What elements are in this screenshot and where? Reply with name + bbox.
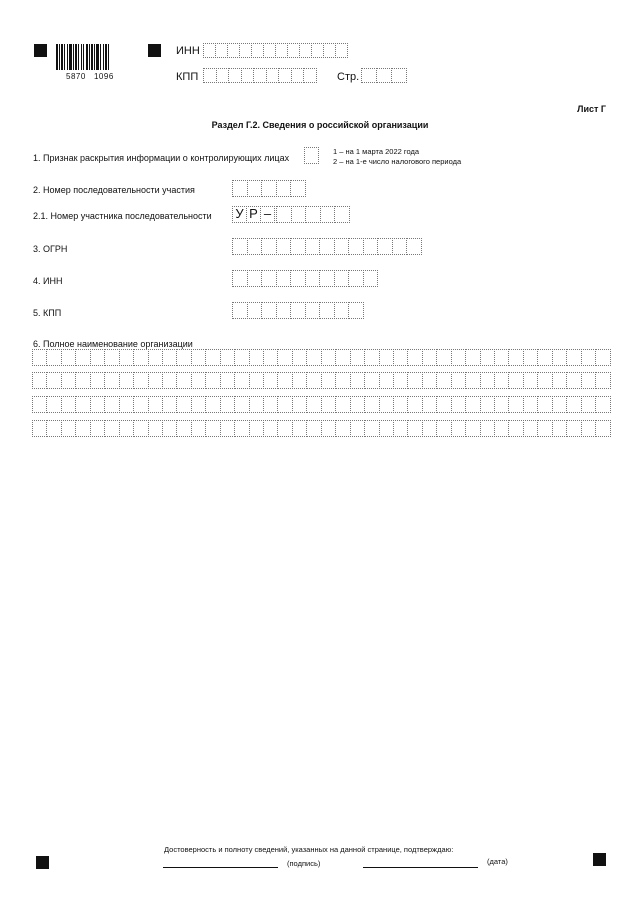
field-3-label: 3. ОГРН bbox=[33, 244, 68, 254]
input-cell[interactable] bbox=[508, 420, 523, 437]
input-cell[interactable] bbox=[537, 420, 552, 437]
input-cell[interactable] bbox=[566, 349, 581, 366]
input-cell[interactable] bbox=[552, 372, 567, 389]
input-cell[interactable] bbox=[407, 396, 422, 413]
barcode-bar bbox=[69, 44, 72, 70]
input-cell[interactable] bbox=[523, 396, 538, 413]
input-cell[interactable] bbox=[104, 349, 119, 366]
input-cell[interactable] bbox=[305, 206, 321, 223]
input-cell[interactable] bbox=[191, 372, 206, 389]
input-cell[interactable] bbox=[205, 420, 220, 437]
input-cell[interactable] bbox=[61, 396, 76, 413]
input-cell[interactable] bbox=[216, 68, 230, 83]
input-cell[interactable] bbox=[119, 396, 134, 413]
input-cell[interactable] bbox=[61, 349, 76, 366]
page-label: Стр. bbox=[337, 71, 360, 83]
input-cell[interactable] bbox=[581, 420, 596, 437]
input-cell[interactable] bbox=[276, 180, 292, 197]
input-cell[interactable] bbox=[90, 349, 105, 366]
input-cell[interactable] bbox=[480, 420, 495, 437]
input-cell[interactable] bbox=[176, 372, 191, 389]
input-cell[interactable] bbox=[363, 238, 379, 255]
input-cell[interactable] bbox=[247, 302, 263, 319]
input-cell[interactable] bbox=[46, 372, 61, 389]
input-cell[interactable] bbox=[162, 349, 177, 366]
inn-label: ИНН bbox=[176, 45, 200, 57]
input-cell[interactable] bbox=[451, 349, 466, 366]
corner-marker-bottom-left bbox=[36, 856, 49, 869]
barcode-bar bbox=[103, 44, 104, 70]
input-cell[interactable] bbox=[290, 238, 306, 255]
input-cell[interactable] bbox=[350, 372, 365, 389]
input-cell[interactable] bbox=[335, 396, 350, 413]
input-cell[interactable] bbox=[508, 372, 523, 389]
input-cell[interactable] bbox=[276, 238, 292, 255]
input-cell[interactable] bbox=[276, 270, 292, 287]
field-6-label: 6. Полное наименование организации bbox=[33, 339, 193, 349]
input-cell[interactable] bbox=[552, 396, 567, 413]
sheet-label: Лист Г bbox=[577, 104, 606, 114]
input-cell[interactable] bbox=[379, 372, 394, 389]
input-cell[interactable] bbox=[407, 420, 422, 437]
input-cell[interactable] bbox=[261, 302, 277, 319]
input-cell[interactable] bbox=[119, 420, 134, 437]
input-cell[interactable] bbox=[90, 372, 105, 389]
input-cell[interactable] bbox=[407, 372, 422, 389]
input-cell[interactable] bbox=[75, 349, 90, 366]
input-cell[interactable] bbox=[436, 396, 451, 413]
input-cell[interactable] bbox=[119, 372, 134, 389]
input-cell[interactable] bbox=[104, 372, 119, 389]
section-title: Раздел Г.2. Сведения о российской организации bbox=[211, 120, 429, 130]
input-cell[interactable] bbox=[303, 68, 317, 83]
input-cell[interactable] bbox=[523, 420, 538, 437]
input-cell[interactable] bbox=[361, 68, 377, 83]
barcode-bar bbox=[75, 44, 77, 70]
input-cell[interactable] bbox=[335, 349, 350, 366]
field-2-1-label: 2.1. Номер участника последовательности bbox=[33, 211, 212, 221]
input-cell[interactable] bbox=[90, 420, 105, 437]
input-cell[interactable] bbox=[334, 302, 350, 319]
input-cell[interactable] bbox=[247, 180, 263, 197]
field-2-1-prefix bbox=[232, 206, 274, 223]
input-cell[interactable] bbox=[451, 396, 466, 413]
input-cell[interactable] bbox=[290, 180, 306, 197]
input-cell[interactable] bbox=[247, 238, 263, 255]
input-cell[interactable] bbox=[581, 396, 596, 413]
input-cell[interactable] bbox=[261, 180, 277, 197]
input-cell[interactable] bbox=[278, 68, 292, 83]
input-cell[interactable] bbox=[348, 302, 364, 319]
input-cell[interactable] bbox=[422, 396, 437, 413]
input-cell[interactable] bbox=[292, 372, 307, 389]
kpp-field[interactable] bbox=[203, 68, 316, 83]
field-6-row-1[interactable] bbox=[32, 349, 610, 366]
input-cell[interactable] bbox=[480, 396, 495, 413]
input-cell[interactable] bbox=[350, 396, 365, 413]
input-cell[interactable] bbox=[595, 372, 610, 389]
input-cell[interactable] bbox=[32, 420, 47, 437]
input-cell[interactable] bbox=[364, 349, 379, 366]
input-cell[interactable] bbox=[290, 270, 306, 287]
input-cell[interactable] bbox=[304, 147, 319, 164]
input-cell[interactable] bbox=[291, 68, 305, 83]
input-cell[interactable] bbox=[277, 420, 292, 437]
input-cell[interactable] bbox=[436, 372, 451, 389]
input-cell[interactable] bbox=[406, 238, 422, 255]
barcode-bar bbox=[67, 44, 68, 70]
barcode-bar bbox=[96, 44, 99, 70]
input-cell[interactable] bbox=[391, 68, 407, 83]
input-cell[interactable] bbox=[162, 396, 177, 413]
barcode-bar bbox=[91, 44, 93, 70]
input-cell[interactable] bbox=[290, 302, 306, 319]
input-cell[interactable] bbox=[46, 420, 61, 437]
input-cell[interactable] bbox=[261, 270, 277, 287]
input-cell[interactable] bbox=[494, 420, 509, 437]
input-cell[interactable] bbox=[276, 206, 292, 223]
input-cell[interactable] bbox=[241, 68, 255, 83]
input-cell[interactable] bbox=[319, 270, 335, 287]
input-cell[interactable] bbox=[595, 349, 610, 366]
input-cell[interactable] bbox=[335, 43, 348, 58]
input-cell[interactable] bbox=[104, 420, 119, 437]
field-1-input[interactable] bbox=[304, 147, 318, 164]
input-cell[interactable] bbox=[393, 396, 408, 413]
input-cell[interactable] bbox=[393, 372, 408, 389]
input-cell[interactable] bbox=[480, 349, 495, 366]
input-cell[interactable] bbox=[306, 396, 321, 413]
input-cell[interactable] bbox=[292, 396, 307, 413]
prefix-cell-2: Р bbox=[246, 206, 261, 223]
input-cell[interactable] bbox=[119, 349, 134, 366]
input-cell[interactable] bbox=[537, 349, 552, 366]
input-cell[interactable] bbox=[465, 396, 480, 413]
input-cell[interactable] bbox=[595, 396, 610, 413]
inn-field[interactable] bbox=[203, 43, 347, 58]
input-cell[interactable] bbox=[205, 349, 220, 366]
input-cell[interactable] bbox=[232, 302, 248, 319]
page-field[interactable] bbox=[361, 68, 406, 83]
input-cell[interactable] bbox=[306, 349, 321, 366]
input-cell[interactable] bbox=[364, 420, 379, 437]
input-cell[interactable] bbox=[90, 396, 105, 413]
prefix-cell-1: У bbox=[232, 206, 247, 223]
input-cell[interactable] bbox=[494, 349, 509, 366]
input-cell[interactable] bbox=[494, 372, 509, 389]
corner-marker-top-right bbox=[148, 44, 161, 57]
barcode-bar bbox=[94, 44, 95, 70]
field-5-input[interactable] bbox=[232, 302, 363, 319]
input-cell[interactable] bbox=[277, 396, 292, 413]
input-cell[interactable] bbox=[261, 238, 277, 255]
input-cell[interactable] bbox=[350, 349, 365, 366]
input-cell[interactable] bbox=[148, 420, 163, 437]
input-cell[interactable] bbox=[247, 270, 263, 287]
input-cell[interactable] bbox=[537, 372, 552, 389]
input-cell[interactable] bbox=[407, 349, 422, 366]
input-cell[interactable] bbox=[465, 349, 480, 366]
input-cell[interactable] bbox=[292, 420, 307, 437]
signature-label: (подпись) bbox=[287, 859, 321, 868]
input-cell[interactable] bbox=[334, 270, 350, 287]
input-cell[interactable] bbox=[263, 396, 278, 413]
input-cell[interactable] bbox=[191, 349, 206, 366]
corner-marker-top-left bbox=[34, 44, 47, 57]
input-cell[interactable] bbox=[348, 270, 364, 287]
barcode-number: 5870 1096 bbox=[66, 72, 114, 81]
input-cell[interactable] bbox=[392, 238, 408, 255]
barcode-bar bbox=[78, 44, 79, 70]
input-cell[interactable] bbox=[249, 349, 264, 366]
input-cell[interactable] bbox=[566, 396, 581, 413]
input-cell[interactable] bbox=[191, 396, 206, 413]
date-line[interactable] bbox=[363, 867, 478, 868]
barcode-bar bbox=[61, 44, 63, 70]
input-cell[interactable] bbox=[480, 372, 495, 389]
input-cell[interactable] bbox=[508, 396, 523, 413]
input-cell[interactable] bbox=[321, 420, 336, 437]
input-cell[interactable] bbox=[32, 396, 47, 413]
input-cell[interactable] bbox=[581, 349, 596, 366]
input-cell[interactable] bbox=[263, 349, 278, 366]
input-cell[interactable] bbox=[508, 349, 523, 366]
field-3-input[interactable] bbox=[232, 238, 421, 255]
kpp-label: КПП bbox=[176, 71, 199, 83]
input-cell[interactable] bbox=[249, 420, 264, 437]
input-cell[interactable] bbox=[75, 372, 90, 389]
input-cell[interactable] bbox=[319, 238, 335, 255]
input-cell[interactable] bbox=[133, 349, 148, 366]
input-cell[interactable] bbox=[232, 180, 248, 197]
input-cell[interactable] bbox=[422, 372, 437, 389]
input-cell[interactable] bbox=[191, 420, 206, 437]
field-2-label: 2. Номер последовательности участия bbox=[33, 185, 195, 195]
input-cell[interactable] bbox=[552, 420, 567, 437]
input-cell[interactable] bbox=[306, 372, 321, 389]
input-cell[interactable] bbox=[266, 68, 280, 83]
input-cell[interactable] bbox=[292, 349, 307, 366]
input-cell[interactable] bbox=[277, 349, 292, 366]
barcode-bar bbox=[86, 44, 88, 70]
input-cell[interactable] bbox=[176, 396, 191, 413]
input-cell[interactable] bbox=[350, 420, 365, 437]
field-6-row-3[interactable] bbox=[32, 396, 610, 413]
input-cell[interactable] bbox=[321, 396, 336, 413]
input-cell[interactable] bbox=[335, 372, 350, 389]
input-cell[interactable] bbox=[377, 238, 393, 255]
input-cell[interactable] bbox=[46, 349, 61, 366]
input-cell[interactable] bbox=[205, 372, 220, 389]
input-cell[interactable] bbox=[234, 420, 249, 437]
input-cell[interactable] bbox=[61, 420, 76, 437]
field-1-option-1: 1 – на 1 марта 2022 года bbox=[333, 147, 419, 156]
input-cell[interactable] bbox=[334, 238, 350, 255]
input-cell[interactable] bbox=[523, 372, 538, 389]
input-cell[interactable] bbox=[220, 349, 235, 366]
input-cell[interactable] bbox=[232, 238, 248, 255]
barcode-bar bbox=[56, 44, 58, 70]
input-cell[interactable] bbox=[451, 420, 466, 437]
field-2-1-input[interactable] bbox=[276, 206, 349, 223]
input-cell[interactable] bbox=[379, 420, 394, 437]
input-cell[interactable] bbox=[220, 372, 235, 389]
barcode-bar bbox=[105, 44, 107, 70]
barcode-bar bbox=[83, 44, 84, 70]
field-1-option-2: 2 – на 1-е число налогового периода bbox=[333, 157, 462, 166]
input-cell[interactable] bbox=[228, 68, 242, 83]
input-cell[interactable] bbox=[75, 420, 90, 437]
corner-marker-bottom-right bbox=[593, 853, 606, 866]
input-cell[interactable] bbox=[276, 302, 292, 319]
input-cell[interactable] bbox=[220, 396, 235, 413]
input-cell[interactable] bbox=[277, 372, 292, 389]
input-cell[interactable] bbox=[162, 420, 177, 437]
input-cell[interactable] bbox=[291, 206, 307, 223]
barcode-bar bbox=[64, 44, 65, 70]
input-cell[interactable] bbox=[319, 302, 335, 319]
barcode-bar bbox=[108, 44, 109, 70]
input-cell[interactable] bbox=[205, 396, 220, 413]
field-4-input[interactable] bbox=[232, 270, 377, 287]
input-cell[interactable] bbox=[133, 396, 148, 413]
input-cell[interactable] bbox=[436, 420, 451, 437]
barcode-bar bbox=[73, 44, 74, 70]
input-cell[interactable] bbox=[465, 420, 480, 437]
input-cell[interactable] bbox=[263, 420, 278, 437]
input-cell[interactable] bbox=[422, 420, 437, 437]
input-cell[interactable] bbox=[148, 372, 163, 389]
input-cell[interactable] bbox=[234, 396, 249, 413]
input-cell[interactable] bbox=[46, 396, 61, 413]
input-cell[interactable] bbox=[321, 372, 336, 389]
input-cell[interactable] bbox=[393, 349, 408, 366]
barcode-bar bbox=[89, 44, 90, 70]
input-cell[interactable] bbox=[133, 372, 148, 389]
input-cell[interactable] bbox=[305, 302, 321, 319]
footer-confirm-text: Достоверность и полноту сведений, указанных на данной странице, подтверждаю: bbox=[164, 845, 454, 854]
input-cell[interactable] bbox=[552, 349, 567, 366]
input-cell[interactable] bbox=[334, 206, 350, 223]
input-cell[interactable] bbox=[104, 396, 119, 413]
field-2-input[interactable] bbox=[232, 180, 305, 197]
input-cell[interactable] bbox=[133, 420, 148, 437]
input-cell[interactable] bbox=[148, 349, 163, 366]
input-cell[interactable] bbox=[436, 349, 451, 366]
input-cell[interactable] bbox=[595, 420, 610, 437]
input-cell[interactable] bbox=[249, 372, 264, 389]
input-cell[interactable] bbox=[376, 68, 392, 83]
input-cell[interactable] bbox=[321, 349, 336, 366]
input-cell[interactable] bbox=[523, 349, 538, 366]
input-cell[interactable] bbox=[234, 372, 249, 389]
input-cell[interactable] bbox=[263, 372, 278, 389]
barcode-bar bbox=[81, 44, 82, 70]
field-1-label: 1. Признак раскрытия информации о контролирующих лицах bbox=[33, 153, 290, 163]
input-cell[interactable] bbox=[176, 349, 191, 366]
input-cell[interactable] bbox=[253, 68, 267, 83]
input-cell[interactable] bbox=[305, 270, 321, 287]
input-cell[interactable] bbox=[203, 68, 217, 83]
input-cell[interactable] bbox=[249, 396, 264, 413]
input-cell[interactable] bbox=[320, 206, 336, 223]
input-cell[interactable] bbox=[306, 420, 321, 437]
input-cell[interactable] bbox=[176, 420, 191, 437]
input-cell[interactable] bbox=[75, 396, 90, 413]
input-cell[interactable] bbox=[494, 396, 509, 413]
input-cell[interactable] bbox=[363, 270, 379, 287]
input-cell[interactable] bbox=[537, 396, 552, 413]
input-cell[interactable] bbox=[220, 420, 235, 437]
signature-line[interactable] bbox=[163, 867, 278, 868]
input-cell[interactable] bbox=[379, 349, 394, 366]
input-cell[interactable] bbox=[581, 372, 596, 389]
input-cell[interactable] bbox=[379, 396, 394, 413]
date-label: (дата) bbox=[487, 857, 508, 866]
input-cell[interactable] bbox=[305, 238, 321, 255]
prefix-cell-3: – bbox=[260, 206, 275, 223]
input-cell[interactable] bbox=[422, 349, 437, 366]
input-cell[interactable] bbox=[566, 420, 581, 437]
input-cell[interactable] bbox=[32, 349, 47, 366]
input-cell[interactable] bbox=[148, 396, 163, 413]
input-cell[interactable] bbox=[451, 372, 466, 389]
input-cell[interactable] bbox=[61, 372, 76, 389]
field-4-label: 4. ИНН bbox=[33, 276, 63, 286]
barcode-bar bbox=[59, 44, 60, 70]
input-cell[interactable] bbox=[348, 238, 364, 255]
input-cell[interactable] bbox=[566, 372, 581, 389]
field-6-row-4[interactable] bbox=[32, 420, 610, 437]
input-cell[interactable] bbox=[364, 396, 379, 413]
input-cell[interactable] bbox=[393, 420, 408, 437]
input-cell[interactable] bbox=[335, 420, 350, 437]
input-cell[interactable] bbox=[232, 270, 248, 287]
field-6-row-2[interactable] bbox=[32, 372, 610, 389]
barcode-bar bbox=[100, 44, 101, 70]
field-5-label: 5. КПП bbox=[33, 308, 62, 318]
input-cell[interactable] bbox=[234, 349, 249, 366]
input-cell[interactable] bbox=[465, 372, 480, 389]
input-cell[interactable] bbox=[32, 372, 47, 389]
input-cell[interactable] bbox=[364, 372, 379, 389]
input-cell[interactable] bbox=[162, 372, 177, 389]
